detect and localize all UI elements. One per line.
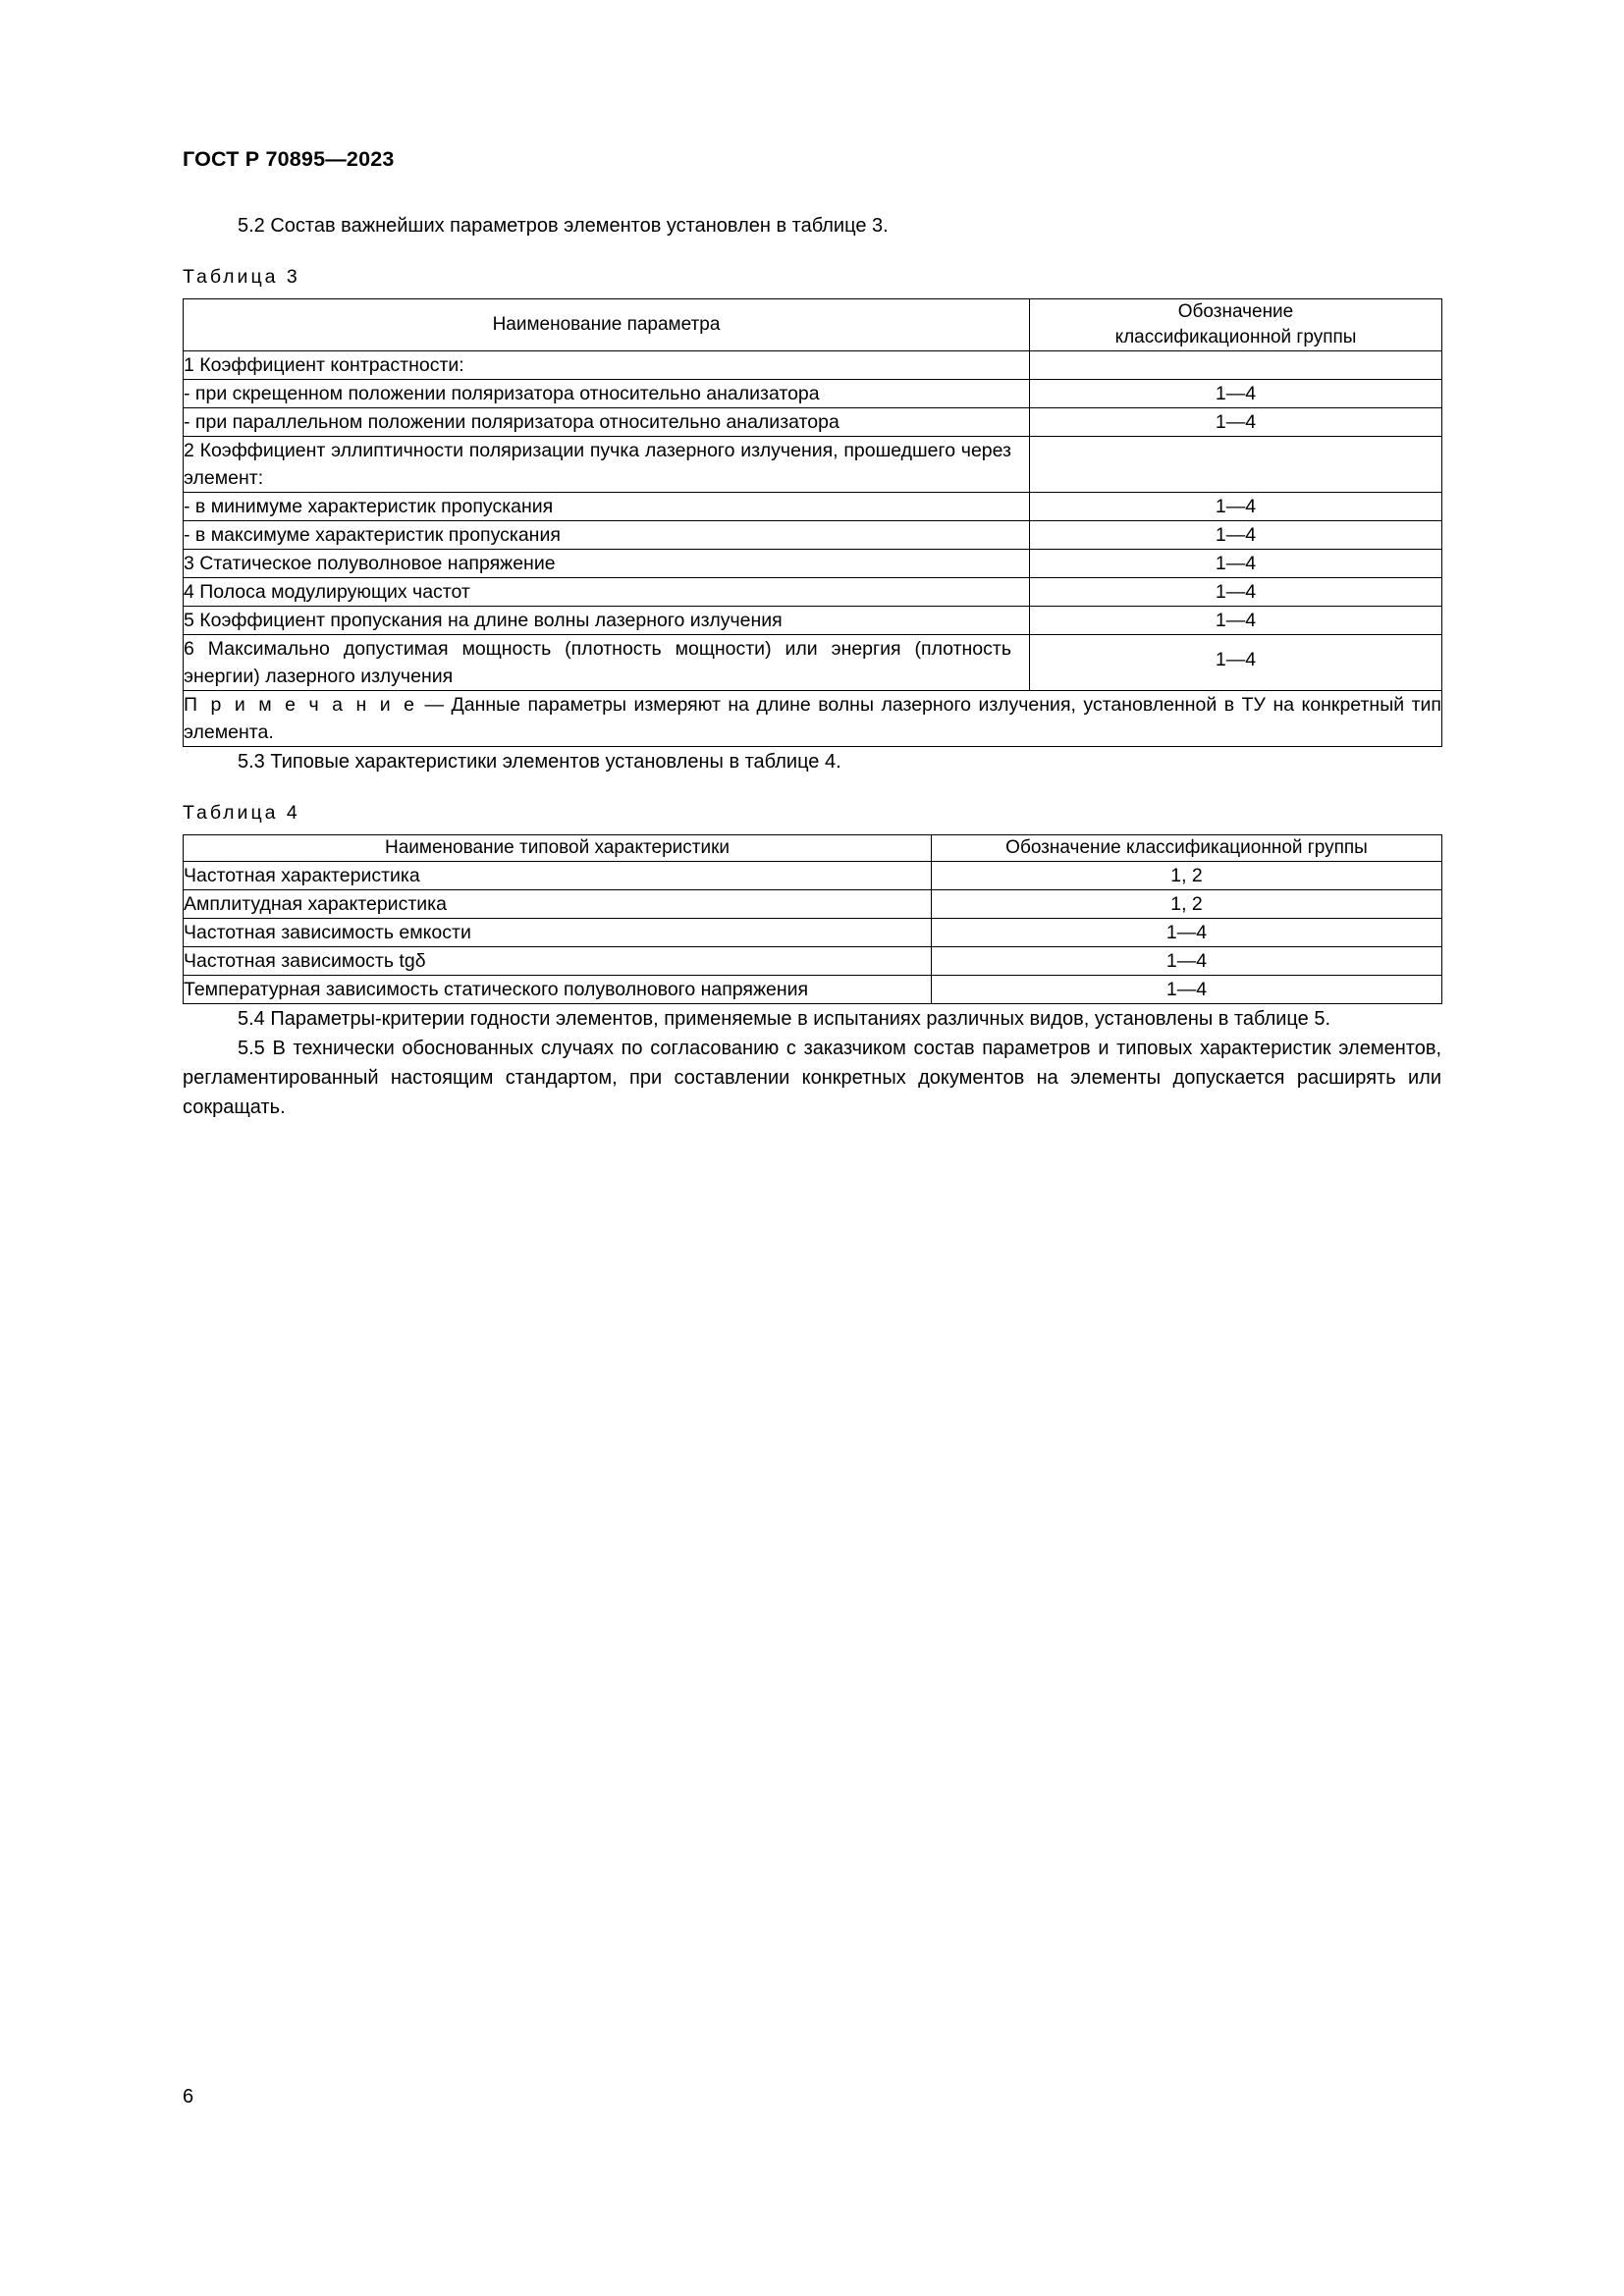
table-4-row-2-text: Частотная зависимость емкости <box>184 919 932 947</box>
table-row <box>184 521 1442 550</box>
table-4-header-group: Обозначение классификационной группы <box>932 835 1442 862</box>
table-3-row-3-code <box>1030 437 1442 493</box>
table-row <box>184 380 1442 408</box>
table-3-row-7-code: 1—4 <box>1030 578 1442 607</box>
table-4-row-3-code: 1—4 <box>932 947 1442 976</box>
table-3-row-0-code <box>1030 351 1442 380</box>
table-3-row-4-text: - в минимуме характеристик пропускания <box>184 493 1030 521</box>
table-3-row-6-text: 3 Статическое полуволновое напряжение <box>184 550 1030 578</box>
table-3-row-2-code: 1—4 <box>1030 408 1442 437</box>
table-3-row-1-text: - при скрещенном положении поляризатора относительно анализатора <box>184 380 1030 408</box>
table-row <box>184 976 1442 1004</box>
page-header: ГОСТ Р 70895—2023 <box>183 147 395 171</box>
table-3-row-6-code: 1—4 <box>1030 550 1442 578</box>
table-3-row-9-text: 6 Максимально допустимая мощность (плотность мощности) или энергия (плотность энергии) лазерного излучения <box>184 635 1030 691</box>
table-4-row-2-code: 1—4 <box>932 919 1442 947</box>
table-header-row <box>184 835 1442 862</box>
paragraph-5-4: 5.4 Параметры-критерии годности элементов, применяемые в испытаниях различных видов, установлены в таблице 5. <box>238 1008 1331 1030</box>
page-number: 6 <box>183 2086 194 2108</box>
table-3-header-param: Наименование параметра <box>184 299 1030 351</box>
table-3-header-group-line2: классификационной группы <box>1114 327 1357 347</box>
table-row <box>184 493 1442 521</box>
table-3-note-row <box>184 691 1442 747</box>
table-4-caption: Таблица 4 <box>183 802 300 824</box>
table-3-row-5-code: 1—4 <box>1030 521 1442 550</box>
paragraph-5-3: 5.3 Типовые характеристики элементов установлены в таблице 4. <box>238 751 841 773</box>
table-row <box>184 890 1442 919</box>
table-row <box>184 437 1442 493</box>
table-3-row-7-text: 4 Полоса модулирующих частот <box>184 578 1030 607</box>
table-4-row-0-code: 1, 2 <box>932 862 1442 890</box>
table-row <box>184 550 1442 578</box>
paragraph-5-5: 5.5 В технически обоснованных случаях по согласованию с заказчиком состав параметров и типовых характеристик элементов, регламентированный настоящим стандартом, при составлении конкретных документов на элементы допускается расширять или сокращать. <box>183 1038 1441 1118</box>
table-3-row-0-text: 1 Коэффициент контрастности: <box>184 351 1030 380</box>
table-4 <box>183 834 1442 1004</box>
table-row <box>184 947 1442 976</box>
table-3-row-5-text: - в максимуме характеристик пропускания <box>184 521 1030 550</box>
table-row <box>184 862 1442 890</box>
table-row <box>184 635 1442 691</box>
table-4-row-1-text: Амплитудная характеристика <box>184 890 932 919</box>
table-3-row-3-text: 2 Коэффициент эллиптичности поляризации пучка лазерного излучения, прошедшего через элемент: <box>184 437 1030 493</box>
table-3-row-1-code: 1—4 <box>1030 380 1442 408</box>
table-3-row-2-text: - при параллельном положении поляризатора относительно анализатора <box>184 408 1030 437</box>
table-4-row-1-code: 1, 2 <box>932 890 1442 919</box>
table-3-row-8-text: 5 Коэффициент пропускания на длине волны лазерного излучения <box>184 607 1030 635</box>
table-row <box>184 607 1442 635</box>
table-3-note <box>184 691 1442 747</box>
table-4-row-4-code: 1—4 <box>932 976 1442 1004</box>
table-3-header-group-line1: Обозначение <box>1177 301 1294 322</box>
table-4-row-4-text: Температурная зависимость статического полуволнового напряжения <box>184 976 932 1004</box>
table-4-header-characteristic: Наименование типовой характеристики <box>184 835 932 862</box>
table-row <box>184 919 1442 947</box>
table-3-note-text: — Данные параметры измеряют на длине волны лазерного излучения, установленной в ТУ на конкретный тип элемента. <box>184 694 1441 743</box>
table-3-row-9-code: 1—4 <box>1030 635 1442 691</box>
table-3-row-4-code: 1—4 <box>1030 493 1442 521</box>
table-row <box>184 578 1442 607</box>
page-content <box>183 211 1441 1122</box>
table-3-note-label: П р и м е ч а н и е <box>184 694 418 716</box>
paragraph-5-2: 5.2 Состав важнейших параметров элементов установлен в таблице 3. <box>238 215 889 237</box>
table-row <box>184 351 1442 380</box>
table-header-row <box>184 299 1442 351</box>
table-4-row-0-text: Частотная характеристика <box>184 862 932 890</box>
table-3 <box>183 298 1442 747</box>
table-3-header-group <box>1030 299 1442 351</box>
table-4-row-3-text: Частотная зависимость tgδ <box>184 947 932 976</box>
table-row <box>184 408 1442 437</box>
table-3-caption: Таблица 3 <box>183 266 300 288</box>
table-3-row-8-code: 1—4 <box>1030 607 1442 635</box>
